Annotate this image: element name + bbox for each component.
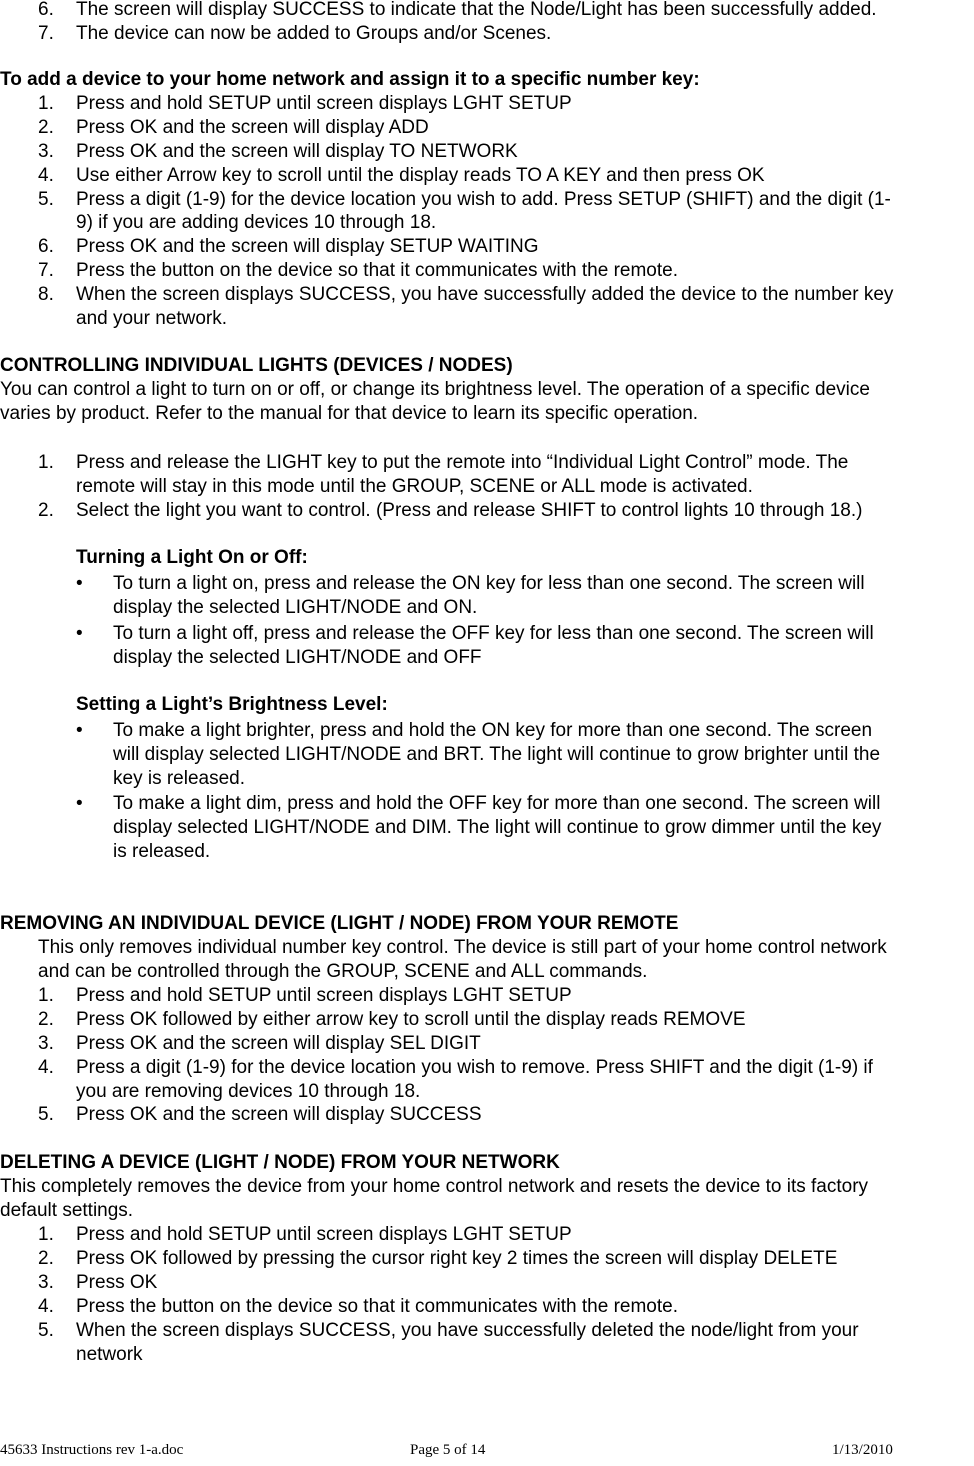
document-page: 6. The screen will display SUCCESS to indicate that the Node/Light has been successfully added. 7. The device can now be added to Groups and/or Scenes. To add a device to your home network and assign it to a specific number key: 1. Press and hold SETUP until screen displays LGHT SETUP 2. Press OK and the screen will display ADD 3. Press OK and the screen will display TO NETWORK 4. Use either Arrow key to scroll until the display reads TO A KEY and then press OK 5. Press a digit (1-9) for the device location you wish to add. Press SETUP (SHIFT) and the digit (1- 9) if you are adding devices 10 through 18. 6. Press OK and the screen will display SETUP WAITING 7. Press the button on the device so that it communicates with the remote. 8. When the screen displays SUCCESS, you have successfully added the device to the number key and your network. CONTROLLING INDIVIDUAL LIGHTS (DEVICES / NODES) You can control a light to turn on or off, or change its brightness level. The operation of a specific device varies by product. Refer to the manual for that device to learn its specific operation. 1. Press and release the LIGHT key to put the remote into “Individual Light Control” mode. The remote will stay in this mode until the GROUP, SCENE or ALL mode is activated. 2. Select the light you want to control. (Press and release SHIFT to control lights 10 through 18.) Turning a Light On or Off: • To turn a light on, press and release the ON key for less than one second. The screen will display the selected LIGHT/NODE and ON. • To turn a light off, press and release the OFF key for less than one second. The screen will display the selected LIGHT/NODE and OFF Setting a Light’s Brightness Level: • To make a light brighter, press and hold the ON key for more than one second. The screen will display selected LIGHT/NODE and BRT. The light will continue to grow brighter until the key is released. • To make a light dim, press and hold the OFF key for more than one second. The screen will display selected LIGHT/NODE and DIM. The light will continue to grow dimmer until the key is released. REMOVING AN INDIVIDUAL DEVICE (LIGHT / NODE) FROM YOUR REMOTE This only removes individual number key control. The device is still part of your home control network and can be controlled through the GROUP, SCENE and ALL commands. 1. Press and hold SETUP until screen displays LGHT SETUP 2. Press OK followed by either arrow key to scroll until the display reads REMOVE 3. Press OK and the screen will display SEL DIGIT 4. Press a digit (1-9) for the device location you wish to remove. Press SHIFT and the digit (1-9) if you are removing devices 10 through 18. 5. Press OK and the screen will display SUCCESS DELETING A DEVICE (LIGHT / NODE) FROM YOUR NETWORK This completely removes the device from your home control network and resets the device to its factory default settings. 1. Press and hold SETUP until screen displays LGHT SETUP 2. Press OK followed by pressing the cursor right key 2 times the screen will display DELETE 3. Press OK 4. Press the button on the device so that it communicates with the remote. 5. When the screen displays SUCCESS, you have successfully deleted the node/light from your network 45633 Instructions rev 1-a.doc Page 5 of 14 1/13/2010	[0, 0, 894, 1458]
footer-filename: 45633 Instructions rev 1-a.doc	[0, 1442, 184, 1458]
bullet-icon: •	[76, 793, 83, 814]
bullet-icon: •	[76, 623, 83, 644]
footer-date: 1/13/2010	[832, 1442, 893, 1458]
bullet-icon: •	[76, 573, 83, 594]
footer-page-number: Page 5 of 14	[410, 1442, 486, 1458]
bullet-icon: •	[76, 720, 83, 741]
